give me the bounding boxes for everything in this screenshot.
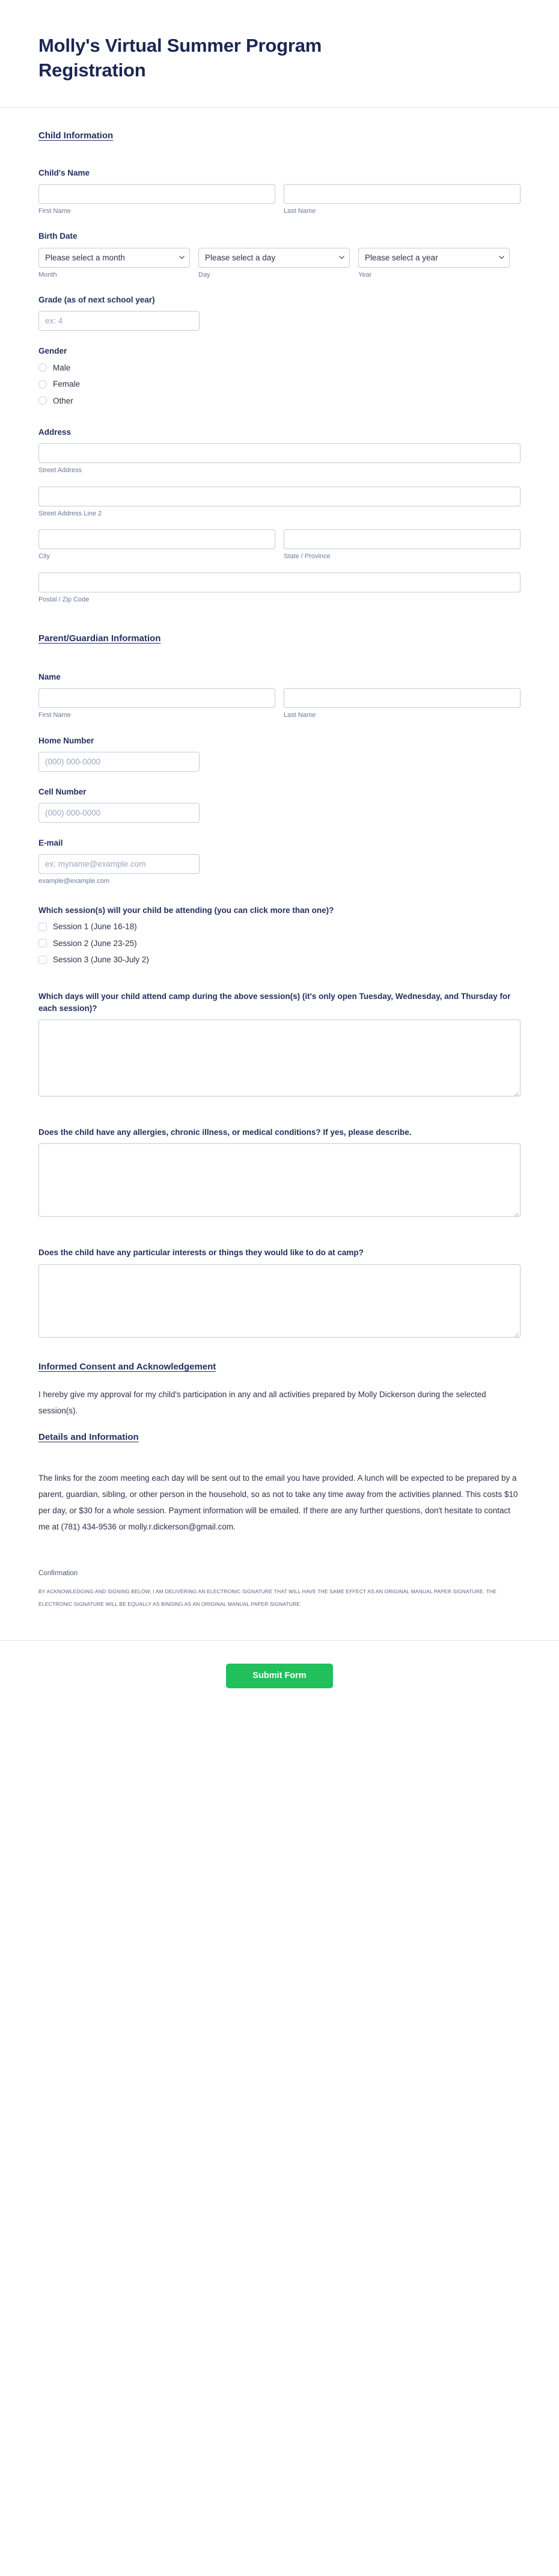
birth-year-col: [358, 248, 510, 280]
field-gender: [38, 345, 521, 406]
radio-icon: [38, 363, 47, 372]
gender-option-label: Other: [53, 396, 73, 405]
parent-first-name-input[interactable]: [38, 688, 275, 708]
field-parent-name: [38, 671, 521, 721]
cell-number-label: Cell Number: [38, 787, 87, 796]
confirmation-legal-text: BY ACKNOWLEDGING AND SIGNING BELOW, I AM DELIVERING AN ELECTRONIC SIGNATURE THAT WILL HAVE THE SAME EFFECT AS AN ORIGINAL MANUAL PAPER SIGNATURE. THE ELECTRONIC SIGNATURE WILL BE EQUALLY AS BINDING AS AN ORIGINAL MANUAL PAPER SIGNATURE.: [38, 1588, 497, 1607]
address-street-sublabel: Street Address: [38, 467, 82, 475]
checkbox-icon: [38, 939, 47, 947]
childs-first-name-input[interactable]: [38, 184, 275, 204]
confirmation-block: [38, 1570, 521, 1611]
interests-textarea-wrap: [38, 1264, 521, 1338]
child-information-section-header: [38, 131, 521, 144]
address-street2-input[interactable]: [38, 487, 521, 506]
session-option-label: Session 1 (June 16-18): [53, 922, 137, 932]
confirmation-label: Confirmation: [38, 1569, 78, 1577]
parent-last-name-input[interactable]: [284, 688, 521, 708]
field-home-number: [38, 735, 521, 772]
address-street-group: [38, 443, 521, 475]
field-cell-number: [38, 786, 521, 823]
gender-radio-group: [38, 363, 521, 407]
email-sublabel: example@example.com: [38, 878, 110, 885]
address-postal-sublabel: Postal / Zip Code: [38, 595, 90, 603]
parent-name-row: [38, 688, 521, 720]
birth-month-sublabel: Month: [38, 271, 57, 278]
attendance-days-textarea[interactable]: [38, 1019, 521, 1096]
parent-first-name-sublabel: First Name: [38, 712, 71, 719]
medical-conditions-textarea-wrap: [38, 1143, 521, 1217]
field-email: [38, 837, 521, 887]
address-city-input[interactable]: [38, 529, 275, 549]
birth-month-select-value: Please select a month: [38, 248, 190, 268]
session-option-1[interactable]: [38, 921, 521, 932]
birth-day-select-value: Please select a day: [198, 248, 350, 268]
section-heading-details-information: Details and Information: [38, 1431, 139, 1442]
informed-consent-block: [38, 1362, 521, 1535]
informed-consent-body: I hereby give my approval for my child's participation in any and all activities prepared by Molly Dickerson during the selected session(s).: [38, 1389, 486, 1415]
address-street2-group: [38, 487, 521, 518]
address-state-sublabel: State / Province: [284, 553, 331, 561]
grade-label: Grade (as of next school year): [38, 295, 155, 305]
address-postal-group: [38, 573, 521, 604]
form-footer: [0, 1640, 559, 1716]
childs-first-name-col: [38, 184, 275, 216]
address-city-sublabel: City: [38, 553, 50, 561]
submit-form-button[interactable]: Submit Form: [226, 1664, 333, 1688]
section-heading-child-information: Child Information: [38, 130, 114, 141]
birth-year-select-value: Please select a year: [358, 248, 510, 268]
field-birth-date: [38, 230, 521, 280]
home-number-input[interactable]: [38, 752, 200, 772]
birth-day-sublabel: Day: [198, 271, 210, 278]
childs-last-name-input[interactable]: [284, 184, 521, 204]
address-city-col: [38, 529, 275, 561]
childs-first-name-sublabel: First Name: [38, 207, 71, 215]
childs-name-label: Child's Name: [38, 168, 90, 177]
gender-option-label: Male: [53, 363, 71, 372]
birth-year-sublabel: Year: [358, 271, 372, 278]
page-title: Molly's Virtual Summer Program Registration: [38, 35, 322, 81]
gender-label: Gender: [38, 346, 67, 356]
field-address: [38, 426, 521, 604]
form-header: [0, 0, 559, 108]
home-number-label: Home Number: [38, 736, 94, 745]
address-state-input[interactable]: [284, 529, 521, 549]
address-street2-sublabel: Street Address Line 2: [38, 509, 102, 517]
checkbox-icon: [38, 923, 47, 931]
field-interests: [38, 1247, 521, 1337]
birth-day-col: [198, 248, 350, 280]
session-option-label: Session 3 (June 30-July 2): [53, 955, 149, 965]
parent-name-label: Name: [38, 672, 61, 682]
session-option-label: Session 2 (June 23-25): [53, 938, 137, 948]
address-state-col: [284, 529, 521, 561]
attendance-days-textarea-wrap: [38, 1019, 521, 1096]
parent-last-name-col: [284, 688, 521, 720]
address-street-input[interactable]: [38, 443, 521, 463]
radio-icon: [38, 396, 47, 405]
childs-name-row: [38, 184, 521, 216]
gender-option-female[interactable]: [38, 379, 521, 390]
checkbox-icon: [38, 956, 47, 964]
parent-information-section-header: [38, 633, 521, 647]
field-grade: [38, 294, 521, 331]
birth-date-label: Birth Date: [38, 232, 78, 241]
gender-option-male[interactable]: [38, 363, 521, 373]
cell-number-input[interactable]: [38, 803, 200, 823]
field-sessions: [38, 905, 521, 965]
form-body: [0, 108, 559, 1611]
gender-option-other[interactable]: [38, 396, 521, 407]
radio-icon: [38, 380, 47, 389]
email-label: E-mail: [38, 838, 63, 848]
session-option-2[interactable]: [38, 938, 521, 949]
email-field[interactable]: [38, 854, 200, 874]
birth-month-select[interactable]: [38, 248, 190, 268]
birth-month-col: [38, 248, 190, 280]
attendance-days-label: Which days will your child attend camp during the above session(s) (it's only open Tuesday, Wednesday, and Thursday for each session)?: [38, 991, 511, 1013]
childs-last-name-col: [284, 184, 521, 216]
interests-label: Does the child have any particular interests or things they would like to do at camp?: [38, 1248, 364, 1258]
details-information-body: The links for the zoom meeting each day will be sent out to the email you have provided. A lunch will be expected to be prepared by a parent, guardian, sibling, or other person in the household, so as not to take any time away from the activities planned. This costs $10 per day, or $30 for a whole session. Payment information will be emailed. If there are any further questions, don't hesitate to contact me at (781) 434-9536 or molly.r.dickerson@gmail.com.: [38, 1473, 518, 1531]
medical-conditions-textarea[interactable]: [38, 1143, 521, 1217]
field-medical-conditions: [38, 1127, 521, 1217]
gender-option-label: Female: [53, 380, 81, 389]
medical-conditions-label: Does the child have any allergies, chronic illness, or medical conditions? If yes, please describe.: [38, 1128, 412, 1137]
childs-last-name-sublabel: Last Name: [284, 207, 316, 215]
birth-date-row: [38, 248, 521, 280]
sessions-label: Which session(s) will your child be attending (you can click more than one)?: [38, 905, 334, 915]
parent-last-name-sublabel: Last Name: [284, 712, 316, 719]
field-childs-name: [38, 167, 521, 217]
grade-input[interactable]: [38, 311, 200, 331]
parent-first-name-col: [38, 688, 275, 720]
address-label: Address: [38, 428, 72, 437]
address-postal-input[interactable]: [38, 573, 521, 592]
section-heading-informed-consent: Informed Consent and Acknowledgement: [38, 1361, 216, 1372]
sessions-checkbox-group: [38, 921, 521, 965]
birth-year-select[interactable]: [358, 248, 510, 268]
birth-day-select[interactable]: [198, 248, 350, 268]
interests-textarea[interactable]: [38, 1264, 521, 1338]
session-option-3[interactable]: [38, 954, 521, 965]
field-attendance-days: [38, 991, 521, 1097]
address-city-state-row: [38, 529, 521, 561]
section-heading-parent-information: Parent/Guardian Information: [38, 633, 161, 644]
